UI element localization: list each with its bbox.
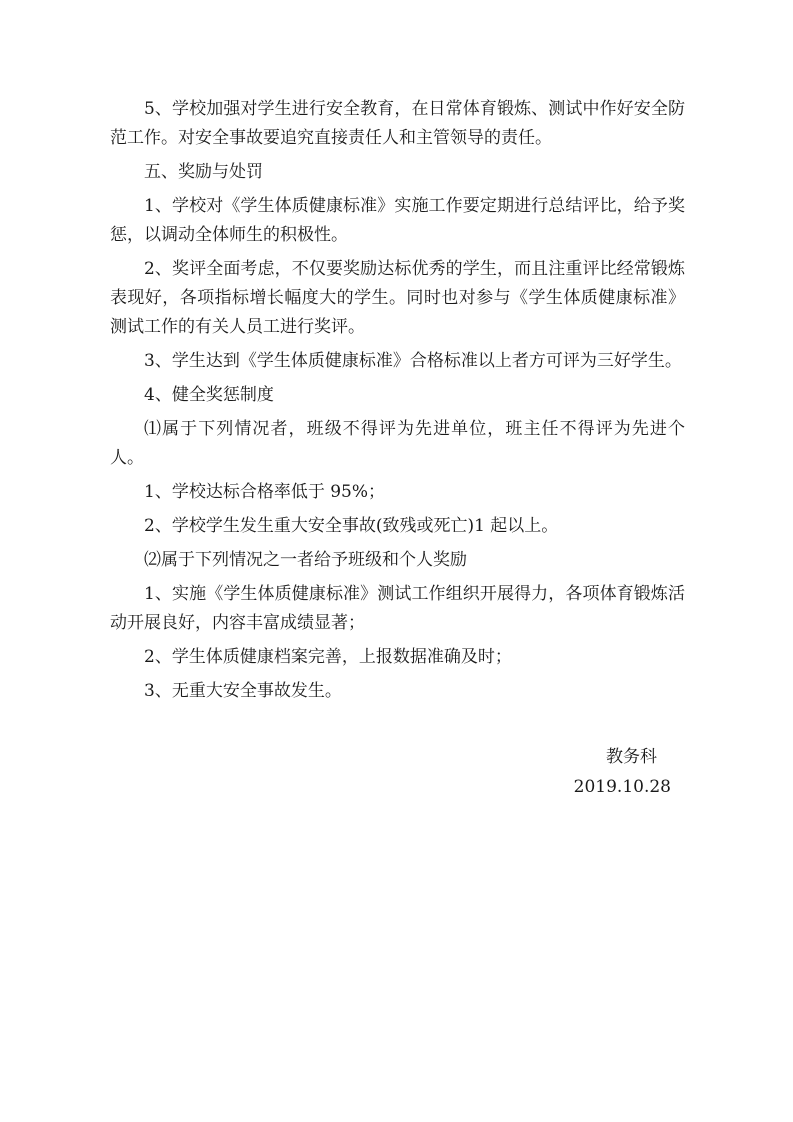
paragraph-reward-1: 1、学校对《学生体质健康标准》实施工作要定期进行总结评比，给予奖惩，以调动全体师生的积极性。 bbox=[110, 196, 685, 245]
paragraph-reward-3: 3、学生达到《学生体质健康标准》合格标准以上者方可评为三好学生。 bbox=[144, 351, 682, 371]
list-item-test-organization: 1、实施《学生体质健康标准》测试工作组织开展得力，各项体育锻炼活动开展良好，内容丰富成绩显著； bbox=[110, 584, 685, 633]
signature-date: 2019.10.28 bbox=[573, 777, 671, 797]
signature-department: 教务科 bbox=[606, 747, 657, 767]
list-item-pass-rate: 1、学校达标合格率低于 95%； bbox=[144, 482, 386, 502]
paragraph-safety-education: 5、学校加强对学生进行安全教育，在日常体育锻炼、测试中作好安全防范工作。对安全事故要追究直接责任人和主管领导的责任。 bbox=[110, 99, 685, 148]
paragraph-reward-2: 2、奖评全面考虑，不仅要奖励达标优秀的学生，而且注重评比经常锻炼表现好，各项指标增长幅度大的学生。同时也对参与《学生体质健康标准》测试工作的有关人员工进行奖评。 bbox=[110, 259, 685, 337]
paragraph-condition-2: ⑵属于下列情况之一者给予班级和个人奖励 bbox=[144, 550, 467, 570]
paragraph-condition-1: ⑴属于下列情况者，班级不得评为先进单位，班主任不得评为先进个人。 bbox=[110, 419, 685, 468]
list-item-health-records: 2、学生体质健康档案完善，上报数据准确及时； bbox=[144, 647, 512, 667]
list-item-safety-accident: 2、学校学生发生重大安全事故(致残或死亡)1 起以上。 bbox=[144, 516, 559, 536]
section-heading-rewards-penalties: 五、奖励与处罚 bbox=[144, 162, 263, 182]
list-item-no-accidents: 3、无重大安全事故发生。 bbox=[144, 681, 342, 701]
document-body bbox=[110, 95, 685, 711]
paragraph-reward-4: 4、健全奖惩制度 bbox=[144, 385, 274, 405]
